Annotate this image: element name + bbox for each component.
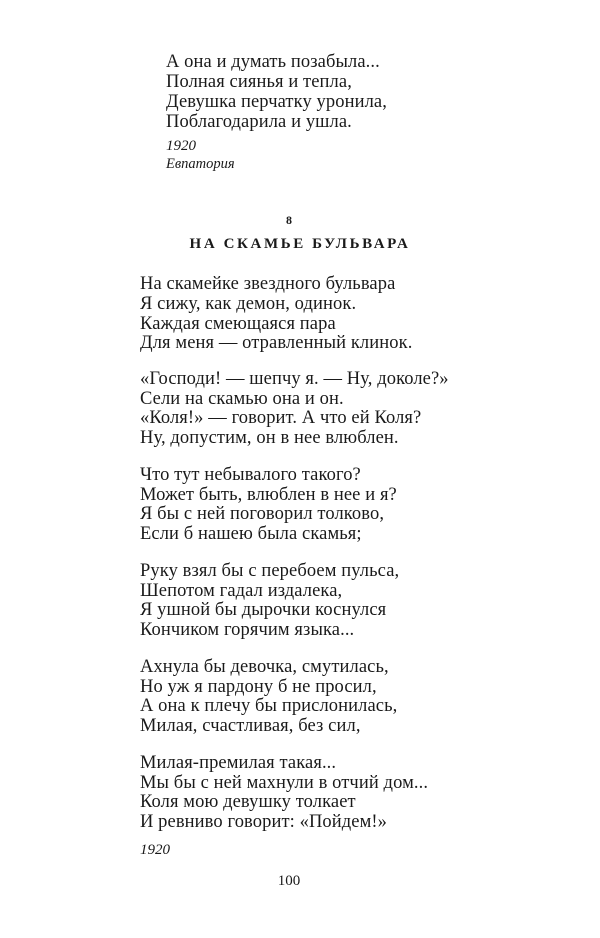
verse-line: Сели на скамью она и он.: [140, 389, 344, 409]
verse-line: На скамейке звездного бульвара: [140, 274, 396, 294]
verse-line: Для меня — отравленный клинок.: [140, 333, 413, 353]
verse-line: Руку взял бы с перебоем пульса,: [140, 561, 400, 581]
verse-line: «Господи! — шепчу я. — Ну, доколе?»: [140, 369, 449, 389]
previous-poem-year: 1920: [166, 138, 196, 154]
poem-year: 1920: [140, 842, 170, 858]
verse-line: Каждая смеющаяся пара: [140, 314, 336, 334]
verse-line: Я ушной бы дырочки коснулся: [140, 600, 387, 620]
verse-line: Ахнула бы девочка, смутилась,: [140, 657, 389, 677]
verse-line: Что тут небывалого такого?: [140, 465, 361, 485]
verse-line: Я бы с ней поговорил толково,: [140, 504, 385, 524]
verse-line: Шепотом гадал издалека,: [140, 581, 343, 601]
verse-line: А она и думать позабыла...: [166, 52, 380, 72]
verse-line: Мы бы с ней махнули в отчий дом...: [140, 773, 429, 793]
verse-line: Но уж я пардону б не просил,: [140, 677, 377, 697]
poem-title: НА СКАМЬЕ БУЛЬВАРА: [189, 236, 411, 252]
verse-line: Полная сиянья и тепла,: [166, 72, 352, 92]
verse-line: «Коля!» — говорит. А что ей Коля?: [140, 408, 422, 428]
verse-line: Милая-премилая такая...: [140, 753, 337, 773]
verse-line: Поблагодарила и ушла.: [166, 112, 352, 132]
verse-line: Если б нашею была скамья;: [140, 524, 362, 544]
verse-line: Девушка перчатку уронила,: [166, 92, 387, 112]
verse-line: И ревниво говорит: «Пойдем!»: [140, 812, 388, 832]
verse-line: Милая, счастливая, без сил,: [140, 716, 361, 736]
verse-line: Ну, допустим, он в нее влюблен.: [140, 428, 399, 448]
verse-line: А она к плечу бы прислонилась,: [140, 696, 398, 716]
verse-line: Я сижу, как демон, одинок.: [140, 294, 357, 314]
poem-number: 8: [286, 213, 292, 227]
verse-line: Может быть, влюблен в нее и я?: [140, 485, 397, 505]
verse-line: Кончиком горячим языка...: [140, 620, 355, 640]
verse-line: Коля мою девушку толкает: [140, 792, 356, 812]
page-number: 100: [277, 873, 301, 889]
previous-poem-place: Евпатория: [166, 156, 235, 172]
